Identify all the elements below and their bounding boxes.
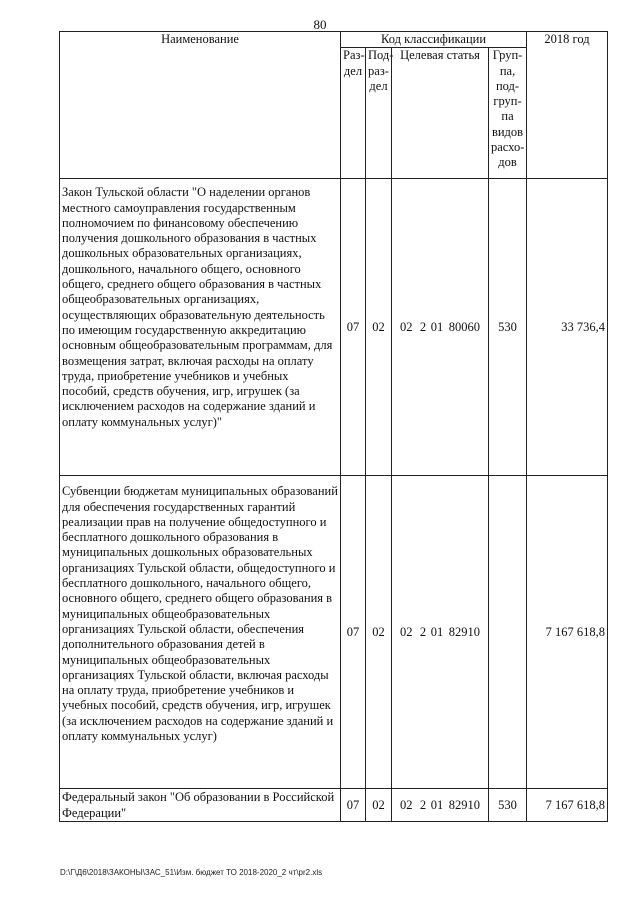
target-event: 01 [430,797,444,812]
target-event: 01 [430,624,444,639]
budget-table [59,31,608,822]
page-number: 80 [313,17,327,32]
target-program: 02 [400,319,413,334]
row-amount: 7 167 618,8 [527,789,608,822]
row-name-cell [60,476,341,789]
target-direction: 82910 [448,797,480,812]
row-subsection: 02 [366,179,392,476]
row-subsection: 02 [366,789,392,822]
header-classification-code: Код классификации [341,32,527,48]
row-name: Федеральный закон "Об образовании в Российской Федерации" [62,790,335,820]
row-section: 07 [341,476,366,789]
header-section: Раз- дел [341,48,366,179]
target-program: 02 [400,797,413,812]
row-amount: 7 167 618,8 [527,476,608,789]
target-direction: 80060 [448,319,480,334]
table-row [60,179,608,476]
target-subprogram: 2 [419,624,427,639]
row-name-cell [60,179,341,476]
header-target-article: Целевая статья [392,48,489,179]
header-subsection: Под- раз- дел [366,48,392,179]
target-subprogram: 2 [419,797,427,812]
target-direction: 82910 [448,624,480,639]
target-program: 02 [400,624,413,639]
header-row-1 [60,32,608,48]
row-name-cell [60,789,341,822]
table-row [60,789,608,822]
file-path-footer: D:\Г\Д6\2018\ЗАКОНЫ\ЗАС_51\Изм. бюджет ТО 2018-2020_2 чт\pr2.xls [60,868,323,877]
row-name: Закон Тульской области "О наделении органов местного самоуправления государственным полномочием по финансовому обеспечению получения дошкольного образования в частных дошкольных образовательных организациях, дошкольного, начального общего, основного общего, среднего общего образования в частных общеобразовательных организациях, осуществляющих образовательную деятельность по имеющим государственную аккредитацию основным общеобразовательным программам, для возмещения затрат, включая расходы на оплату труда, приобретение учебников и учебных пособий, средств обучения, игр, игрушек (за исключением расходов на содержание зданий и оплату коммунальных услуг)" [62,185,333,429]
target-event: 01 [430,319,444,334]
row-subsection: 02 [366,476,392,789]
table-row [60,476,608,789]
row-expense-group: 530 [489,789,527,822]
header-expense-group: Груп- па, под- груп- па видов расхо- дов [489,48,527,179]
target-subprogram: 2 [419,319,427,334]
row-target-article [392,476,489,789]
row-expense-group: 530 [489,179,527,476]
row-target-article [392,789,489,822]
row-target-article [392,179,489,476]
row-name: Субвенции бюджетам муниципальных образований для обеспечения государственных гарантий реализации прав на получение общедоступного и бесплатного дошкольного образования в муниципальных дошкольных образовательных организациях Тульской области, общедоступного и бесплатного дошкольного, начального общего, основного общего, среднего общего образования в муниципальных общеобразовательных организациях Тульской области, обеспечения дополнительного образования детей в муниципальных общеобразовательных организациях Тульской области, включая расходы на оплату труда, приобретение учебников и учебных пособий, средств обучения, игр, игрушек (за исключением расходов на содержание зданий и оплату коммунальных услуг) [62,484,338,744]
row-section: 07 [341,789,366,822]
row-expense-group [489,476,527,789]
header-year: 2018 год [527,32,608,179]
header-name: Наименование [60,32,341,179]
row-section: 07 [341,179,366,476]
row-amount: 33 736,4 [527,179,608,476]
